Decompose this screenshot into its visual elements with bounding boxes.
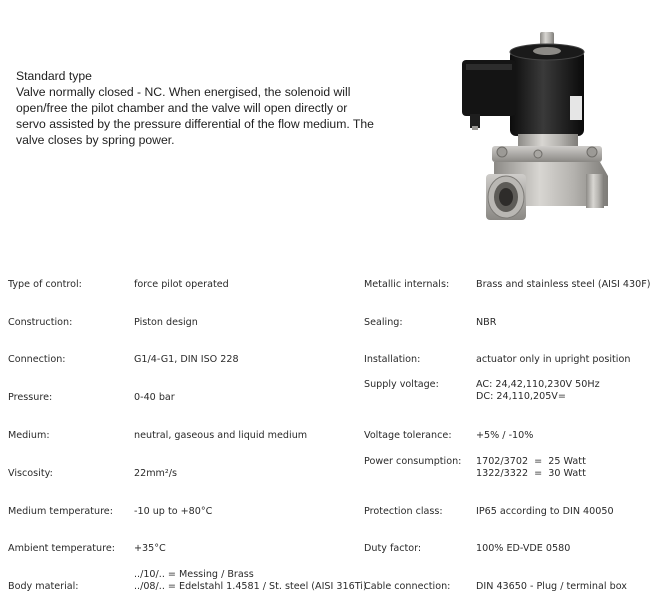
spec-value-line: ../08/.. = Edelstahl 1.4581 / St. steel (AISI 316Ti) [134, 580, 367, 592]
spec-value-ambient-temperature: +35°C [134, 543, 166, 554]
spec-value-protection-class: IP65 according to DIN 40050 [476, 506, 614, 517]
spec-value-sealing: NBR [476, 317, 497, 328]
spec-value-type-of-control: force pilot operated [134, 279, 229, 290]
spec-label-medium-temperature: Medium temperature: [8, 506, 113, 517]
spec-label-cable-connection: Cable connection: [364, 581, 451, 592]
spec-value-line: AC: 24,42,110,230V 50Hz [476, 379, 600, 390]
spec-label-connection: Connection: [8, 354, 66, 365]
spec-label-duty-factor: Duty factor: [364, 543, 422, 554]
intro-text [16, 68, 436, 148]
spec-value-line: 1702/3702 = 25 Watt [476, 456, 586, 467]
spec-label-metallic-internals: Metallic internals: [364, 279, 450, 290]
spec-label-type-of-control: Type of control: [8, 279, 82, 290]
spec-value-duty-factor: 100% ED-VDE 0580 [476, 543, 571, 554]
spec-label-viscosity: Viscosity: [8, 468, 53, 479]
spec-value-medium: neutral, gaseous and liquid medium [134, 430, 308, 441]
spec-value-connection: G1/4-G1, DIN ISO 228 [134, 354, 239, 365]
spec-value-metallic-internals: Brass and stainless steel (AISI 430F) [476, 279, 651, 290]
spec-value-supply-voltage [476, 379, 600, 402]
spec-label-power-consumption: Power consumption: [364, 456, 462, 467]
spec-value-medium-temperature: -10 up to +80°C [134, 506, 213, 517]
spec-label-supply-voltage: Supply voltage: [364, 379, 439, 390]
spec-value-line: 1322/3322 = 30 Watt [476, 467, 586, 479]
spec-value-viscosity: 22mm²/s [134, 468, 177, 479]
spec-value-installation: actuator only in upright position [476, 354, 631, 365]
spec-label-sealing: Sealing: [364, 317, 403, 328]
spec-value-voltage-tolerance: +5% / -10% [476, 430, 534, 441]
spec-label-body-material: Body material: [8, 581, 79, 592]
spec-value-pressure: 0-40 bar [134, 392, 175, 403]
intro-line: servo assisted by the pressure differential of the flow medium. The [16, 117, 374, 131]
spec-label-medium: Medium: [8, 430, 50, 441]
spec-label-voltage-tolerance: Voltage tolerance: [364, 430, 452, 441]
spec-value-line: DC: 24,110,205V= [476, 390, 566, 402]
spec-label-pressure: Pressure: [8, 392, 53, 403]
spec-value-body-material [134, 569, 367, 592]
intro-line: open/free the pilot chamber and the valve will open directly or [16, 101, 348, 115]
spec-label-protection-class: Protection class: [364, 506, 443, 517]
spec-value-cable-connection: DIN 43650 - Plug / terminal box [476, 581, 627, 592]
intro-line: Valve normally closed - NC. When energised, the solenoid will [16, 85, 351, 99]
spec-value-power-consumption [476, 456, 586, 479]
spec-label-ambient-temperature: Ambient temperature: [8, 543, 115, 554]
intro-line: valve closes by spring power. [16, 133, 175, 147]
spec-label-construction: Construction: [8, 317, 73, 328]
solenoid-valve-photo [458, 26, 618, 226]
intro-heading: Standard type [16, 69, 92, 83]
spec-value-construction: Piston design [134, 317, 198, 328]
spec-label-installation: Installation: [364, 354, 421, 365]
spec-value-line: ../10/.. = Messing / Brass [134, 569, 254, 580]
